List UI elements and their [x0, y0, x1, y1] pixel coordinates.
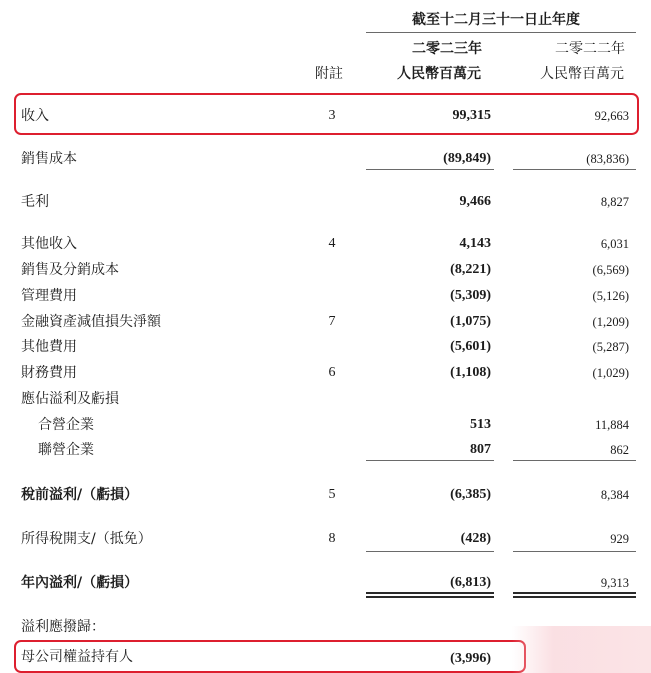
row-2022-impairment-losses: (1,209) [592, 315, 629, 329]
row-2023-parent-holders: (3,996) [450, 651, 491, 666]
row-label-parent-holders: 母公司權益持有人 [21, 649, 133, 665]
row-2023-revenue: 99,315 [452, 108, 491, 123]
row-note-income-tax: 8 [328, 531, 336, 546]
row-label-associates: 聯營企業 [38, 442, 94, 458]
row-label-selling-distribution: 銷售及分銷成本 [21, 262, 119, 278]
period-title: 截至十二月三十一日止年度 [412, 12, 580, 28]
row-2022-finance-costs: (1,029) [592, 366, 629, 380]
total-rule-2022-bottom [513, 596, 636, 598]
total-rule-2023-bottom [366, 596, 494, 598]
row-2022-cost-of-sales: (83,836) [586, 152, 629, 166]
row-note-other-income: 4 [328, 236, 336, 251]
redaction-smudge [512, 626, 651, 673]
row-2023-other-expenses: (5,601) [450, 339, 491, 354]
row-2022-gross-profit: 8,827 [600, 195, 629, 209]
subtotal-rule-2023 [366, 551, 494, 552]
total-rule-2023-top [366, 592, 494, 594]
row-2023-cost-of-sales: (89,849) [443, 151, 491, 166]
row-label-attributable-to: 溢利應撥歸： [21, 619, 105, 635]
row-note-finance-costs: 6 [328, 365, 336, 380]
row-2023-selling-distribution: (8,221) [450, 262, 491, 277]
row-label-joint-ventures: 合營企業 [38, 417, 94, 433]
row-2022-profit-for-year: 9,313 [600, 576, 629, 590]
row-2023-profit-for-year: (6,813) [450, 575, 491, 590]
row-label-profit-for-year: 年內溢利/（虧損） [21, 575, 139, 591]
row-2022-profit-before-tax: 8,384 [600, 488, 629, 502]
unit-2023-header: 人民幣百萬元 [397, 66, 481, 82]
row-2023-admin-expenses: (5,309) [450, 288, 491, 303]
row-note-impairment-losses: 7 [328, 314, 336, 329]
subtotal-rule-2022 [513, 551, 636, 552]
row-2023-finance-costs: (1,108) [450, 365, 491, 380]
row-label-other-income: 其他收入 [21, 236, 77, 252]
row-label-other-expenses: 其他費用 [21, 339, 77, 355]
row-2022-joint-ventures: 11,884 [595, 418, 629, 432]
row-2022-selling-distribution: (6,569) [592, 263, 629, 277]
row-label-profit-before-tax: 稅前溢利/（虧損） [21, 487, 139, 503]
row-label-impairment-losses: 金融資產減值損失淨額 [21, 314, 161, 330]
row-2022-other-income: 6,031 [600, 237, 629, 251]
year-2023-header: 二零二三年 [412, 41, 482, 57]
row-label-cost-of-sales: 銷售成本 [21, 151, 77, 167]
row-label-revenue: 收入 [21, 108, 49, 124]
subtotal-rule-2022 [513, 460, 636, 461]
row-2023-income-tax: (428) [460, 531, 491, 546]
row-label-income-tax: 所得稅開支/（抵免） [21, 531, 152, 547]
row-2022-revenue: 92,663 [594, 109, 629, 123]
row-note-profit-before-tax: 5 [328, 487, 336, 502]
row-2023-profit-before-tax: (6,385) [450, 487, 491, 502]
period-title-underline [366, 32, 636, 33]
year-2022-header: 二零二二年 [555, 41, 625, 57]
subtotal-rule-2023 [366, 169, 494, 170]
row-2023-associates: 807 [470, 442, 491, 457]
row-2023-joint-ventures: 513 [470, 417, 491, 432]
row-label-finance-costs: 財務費用 [21, 365, 77, 381]
row-2022-admin-expenses: (5,126) [592, 289, 629, 303]
row-2023-impairment-losses: (1,075) [450, 314, 491, 329]
row-label-gross-profit: 毛利 [21, 194, 49, 210]
row-label-share-of-profits: 應佔溢利及虧損 [21, 391, 119, 407]
subtotal-rule-2023 [366, 460, 494, 461]
unit-2022-header: 人民幣百萬元 [540, 66, 624, 82]
row-2023-gross-profit: 9,466 [459, 194, 491, 209]
row-2022-other-expenses: (5,287) [592, 340, 629, 354]
row-2022-associates: 862 [610, 443, 629, 457]
row-note-revenue: 3 [328, 108, 336, 123]
row-2023-other-income: 4,143 [459, 236, 491, 251]
row-2022-income-tax: 929 [610, 532, 629, 546]
subtotal-rule-2022 [513, 169, 636, 170]
total-rule-2022-top [513, 592, 636, 594]
note-column-header: 附註 [315, 66, 343, 82]
row-label-admin-expenses: 管理費用 [21, 288, 77, 304]
